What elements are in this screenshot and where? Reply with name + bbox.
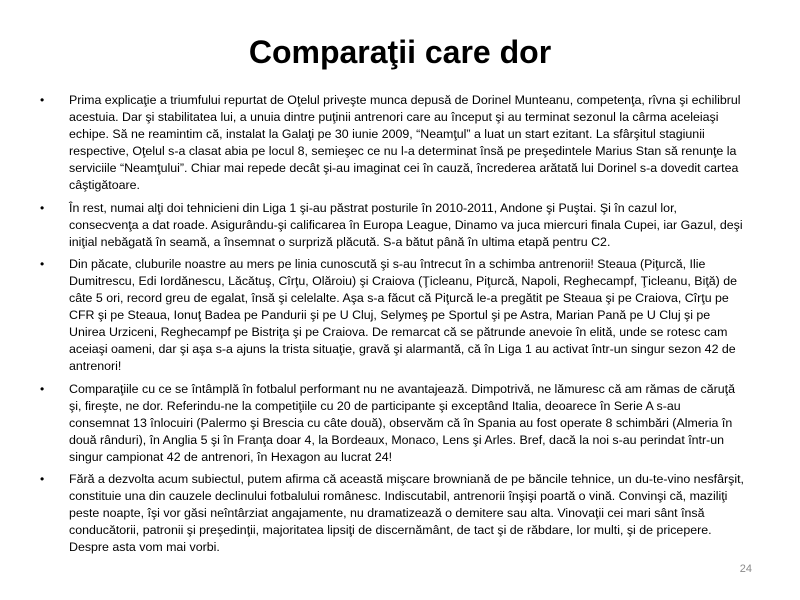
bullet-icon: • xyxy=(40,200,45,215)
bullet-item xyxy=(40,381,744,466)
bullet-item xyxy=(40,200,744,251)
bullet-icon: • xyxy=(40,256,45,271)
bullet-text: Comparaţiile cu ce se întâmplă în fotbalul performant nu ne avantajează. Dimpotrivă, ne lămuresc că am rămas de căruţă şi, fireşte, ne dor. Referindu-ne la competiţiile cu 20 de participante şi exceptând Italia, deoarece în Serie A s-au consemnat 13 înlocuiri (Palermo şi Brescia cu câte două), observăm că în Spania au fost operate 8 schimbări (Almeria în două rânduri), în Anglia 5 şi în Franţa doar 4, la Bordeaux, Monaco, Lens şi Arles. Bref, dacă la noi s-au perindat într-un singur campionat 42 de antrenori, în Hexagon au lucrat 24! xyxy=(69,381,735,464)
page-number: 24 xyxy=(737,563,752,575)
bullet-icon: • xyxy=(40,381,45,396)
bullet-text: Fără a dezvolta acum subiectul, putem afirma că această mişcare browniană de pe băncile tehnice, un du-te-vino nesfârşit, constituie una din cauzele declinului fotbalului românesc. Indiscutabil, antrenorii înşişi poartă o vină. Convinşi că, maziliţi peste noapte, îşi vor găsi neîntârziat angajamente, nu dramatizează o demitere sau alta. Vinovaţii cei mari sânt însă conducătorii, patronii şi preşedinţii, majoritatea lipsiţi de discernământ, de tact şi de răbdare, lor multi, şi de pricepere. Despre asta vom mai vorbi. xyxy=(69,471,744,555)
bullet-icon: • xyxy=(40,471,45,486)
bullet-text: Din păcate, cluburile noastre au mers pe linia cunoscută şi s-au întrecut în a schimba antrenorii! Steaua (Piţurcă, Ilie Dumitrescu, Edi Iordănescu, Lăcătuş, Cîrţu, Olăroiu) şi Craiova (Ţicleanu, Piţurcă, Napoli, Reghecampf, Ţicleanu, Biţă) de câte 5 ori, record greu de egalat, însă şi celelalte. Aşa s-a făcut că Piţurcă le-a pregătit pe Steaua şi pe Craiova, Cîrţu pe CFR şi pe Steaua, Ionuţ Badea pe Pandurii şi pe U Cluj, Selymeş pe Sportul şi pe Astra, Marian Pană pe U Cluj şi pe Unirea Urziceni, Reghecampf pe Bistriţa şi pe Craiova. De remarcat că se pătrunde anevoie în elită, unde se rotesc cam aceiaşi oameni, dar şi aşa s-a ajuns la trista situaţie, gravă şi alarmantă, că în Liga 1 au activat într-un singur sezon 42 de antrenori! xyxy=(69,256,738,374)
bullet-list xyxy=(40,92,744,561)
bullet-item xyxy=(40,92,744,195)
bullet-item xyxy=(40,256,744,376)
bullet-text: În rest, numai alţi doi tehnicieni din Liga 1 şi-au păstrat posturile în 2010-2011, Andone şi Puştai. Şi în cazul lor, consecvenţa a dat roade. Asigurându-şi calificarea în Europa League, Dinamo va juca miercuri finala Cupei, iar Gazul, deşi iniţial nebăgată în seamă, a însemnat o surpriză plăcută. S-a bătut până în ultima etapă pentru C2. xyxy=(69,200,743,249)
bullet-item xyxy=(40,471,744,556)
bullet-text: Prima explicaţie a triumfului repurtat de Oţelul priveşte munca depusă de Dorinel Munteanu, competenţa, rîvna şi echilibrul acestuia. Dar şi stabilitatea lui, a unuia dintre puţinii antrenori care au început şi au terminat sezonul la cârma aceleiaşi echipe. Să ne reamintim că, instalat la Galaţi pe 30 iunie 2009, “Neamţul” a luat un start ezitant. La sfârşitul stagiunii respective, Oţelul s-a clasat abia pe locul 8, semieşec ce nu l-a determinat însă pe preşedintele Marius Stan să renunţe la serviciile “Neamţului”. Chiar mai repede decât şi-au imaginat cei în cauză, încrederea arătată lui Dorinel s-a dovedit cartea câştigătoare. xyxy=(69,93,741,193)
bullet-icon: • xyxy=(40,93,45,107)
slide-title: Comparaţii care dor xyxy=(248,34,552,70)
